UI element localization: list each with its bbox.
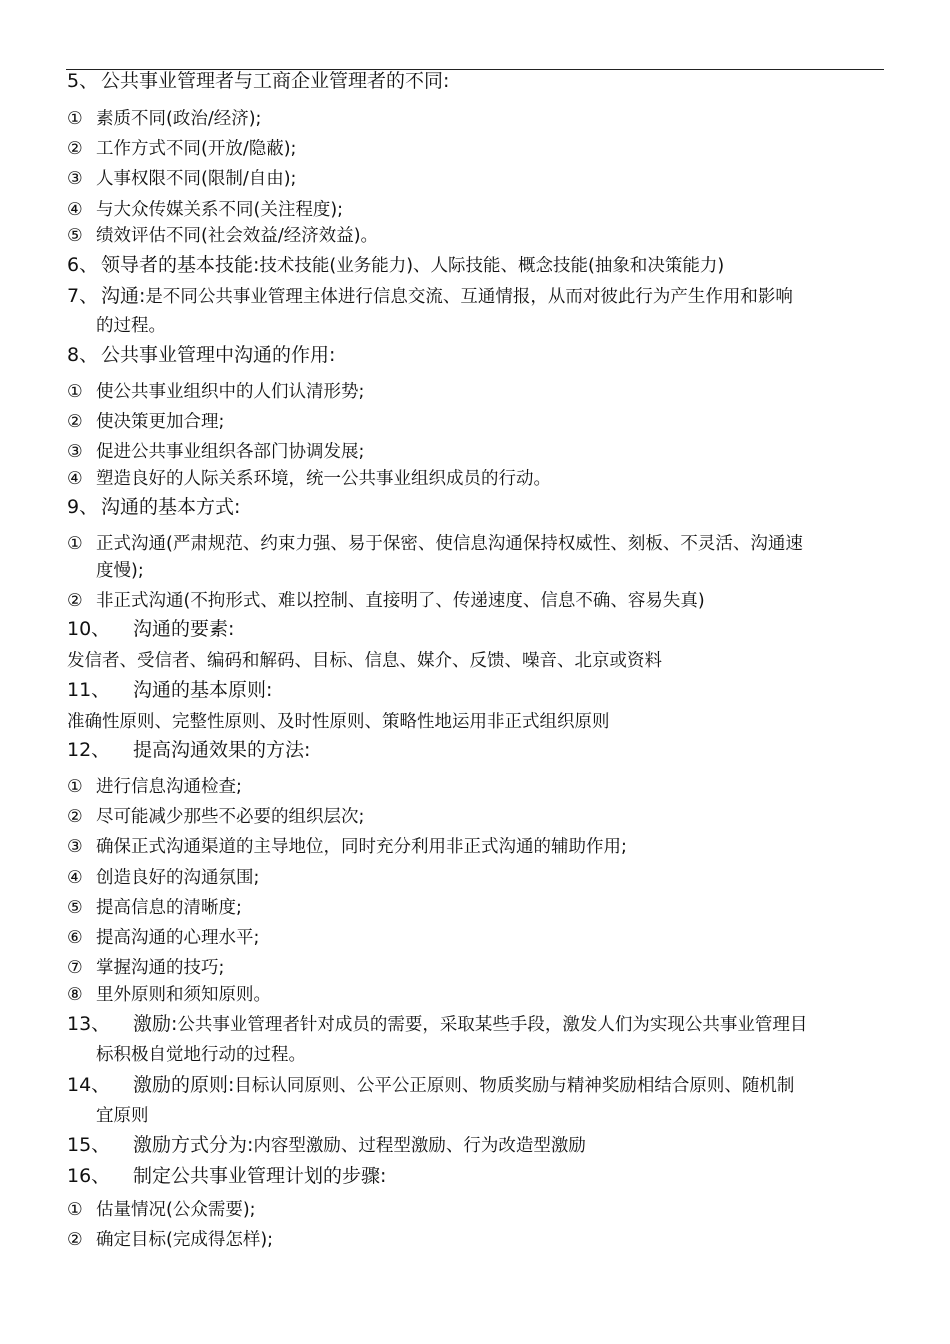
list-item: [67, 411, 224, 433]
item-marker: ⑦: [67, 958, 83, 978]
section-8-heading: [67, 344, 335, 366]
section-number: 10、: [67, 618, 111, 640]
section-5-heading: [67, 70, 449, 92]
section-title: 提高沟通效果的方法:: [133, 739, 311, 761]
list-item: [67, 108, 261, 130]
list-item: [67, 1229, 273, 1251]
section-13-heading: [67, 1013, 807, 1036]
section-title: 沟通的要素:: [133, 618, 235, 640]
item-text: 尽可能减少那些不必要的组织层次;: [96, 807, 365, 827]
section-title: 沟通:: [101, 285, 146, 307]
section-title: 公共事业管理者与工商企业管理者的不同:: [101, 70, 450, 92]
item-marker: ⑤: [67, 898, 83, 918]
item-marker: ⑥: [67, 928, 83, 948]
item-text: 里外原则和须知原则。: [96, 985, 271, 1005]
item-marker: ①: [67, 382, 83, 402]
item-text: 提高信息的清晰度;: [96, 898, 242, 918]
section-15-heading: [67, 1134, 586, 1157]
section-number: 6、: [67, 254, 99, 276]
item-text: 提高沟通的心理水平;: [96, 928, 260, 948]
item-marker: ④: [67, 868, 83, 888]
section-definition: 内容型激励、过程型激励、行为改造型激励: [253, 1136, 586, 1156]
section-definition: 公共事业管理者针对成员的需要，采取某些手段，激发人们为实现公共事业管理目: [177, 1015, 808, 1035]
item-marker: ④: [67, 469, 83, 489]
item-text-continued: 度慢);: [96, 561, 144, 581]
section-16-heading: [67, 1165, 386, 1187]
item-marker: ⑤: [67, 226, 83, 246]
item-text: 进行信息沟通检查;: [96, 777, 242, 797]
list-item: [67, 867, 259, 889]
list-item: [67, 806, 364, 828]
section-title: 制定公共事业管理计划的步骤:: [133, 1165, 387, 1187]
item-marker: ③: [67, 169, 83, 189]
list-item: [67, 168, 296, 190]
section-title: 激励的原则:: [133, 1074, 235, 1096]
item-text: 塑造良好的人际关系环境，统一公共事业组织成员的行动。: [96, 469, 551, 489]
item-marker: ②: [67, 139, 83, 159]
section-6-heading: [67, 254, 724, 277]
section-10-heading: [67, 618, 234, 640]
item-text: 与大众传媒关系不同(关注程度);: [96, 200, 344, 220]
section-number: 8、: [67, 344, 99, 366]
section-7-heading: [67, 285, 793, 308]
section-number: 9、: [67, 496, 99, 518]
item-marker: ②: [67, 1230, 83, 1250]
list-item: [67, 381, 364, 403]
item-text: 促进公共事业组织各部门协调发展;: [96, 442, 365, 462]
section-definition-continued: 的过程。: [96, 316, 166, 336]
list-item: [67, 984, 271, 1006]
item-text: 素质不同(政治/经济);: [96, 109, 262, 129]
item-text: 掌握沟通的技巧;: [96, 958, 225, 978]
item-marker: ①: [67, 1200, 83, 1220]
item-text: 绩效评估不同(社会效益/经济效益)。: [96, 226, 379, 246]
section-title: 公共事业管理中沟通的作用:: [101, 344, 336, 366]
section-11-heading: [67, 679, 272, 701]
list-item: [67, 957, 224, 979]
item-text: 非正式沟通(不拘形式、难以控制、直接明了、传递速度、信息不确、容易失真): [96, 591, 705, 611]
section-title: 沟通的基本方式:: [101, 496, 241, 518]
section-12-heading: [67, 739, 310, 761]
section-number: 11、: [67, 679, 111, 701]
section-number: 16、: [67, 1165, 111, 1187]
section-9-heading: [67, 496, 240, 518]
item-text: 工作方式不同(开放/隐蔽);: [96, 139, 297, 159]
item-text: 人事权限不同(限制/自由);: [96, 169, 297, 189]
item-marker: ①: [67, 777, 83, 797]
item-text: 正式沟通(严肃规范、约束力强、易于保密、使信息沟通保持权威性、刻板、不灵活、沟通速: [96, 534, 803, 554]
item-text: 确保正式沟通渠道的主导地位，同时充分利用非正式沟通的辅助作用;: [96, 837, 627, 857]
item-marker: ②: [67, 591, 83, 611]
section-number: 14、: [67, 1074, 111, 1096]
section-definition-continued: 宜原则: [96, 1106, 149, 1126]
section-title: 沟通的基本原则:: [133, 679, 273, 701]
section-14-heading: [67, 1074, 794, 1097]
section-number: 7、: [67, 285, 99, 307]
section-title: 领导者的基本技能:: [101, 254, 260, 276]
section-number: 5、: [67, 70, 99, 92]
section-definition: 技术技能(业务能力)、人际技能、概念技能(抽象和决策能力): [259, 256, 725, 276]
item-marker: ⑧: [67, 985, 83, 1005]
item-text: 使决策更加合理;: [96, 412, 225, 432]
list-item: [67, 1199, 256, 1221]
item-text: 使公共事业组织中的人们认清形势;: [96, 382, 365, 402]
list-item: [67, 927, 259, 949]
item-marker: ①: [67, 534, 83, 554]
list-item: [67, 138, 296, 160]
list-item: [67, 897, 242, 919]
section-definition: 是不同公共事业管理主体进行信息交流、互通情报，从而对彼此行为产生作用和影响: [145, 287, 793, 307]
item-marker: ④: [67, 200, 83, 220]
list-item: [67, 776, 242, 798]
section-definition-continued: 标积极自觉地行动的过程。: [96, 1045, 306, 1065]
item-text: 创造良好的沟通氛围;: [96, 868, 260, 888]
list-item: [67, 441, 364, 463]
item-marker: ③: [67, 837, 83, 857]
item-marker: ②: [67, 412, 83, 432]
item-text: 确定目标(完成得怎样);: [96, 1230, 274, 1250]
item-marker: ②: [67, 807, 83, 827]
list-item: [67, 590, 705, 612]
list-item: [67, 836, 627, 858]
item-text: 估量情况(公众需要);: [96, 1200, 256, 1220]
section-number: 15、: [67, 1134, 111, 1156]
list-item: [67, 533, 803, 555]
list-item: [67, 468, 551, 490]
list-item: [67, 199, 343, 221]
section-number: 12、: [67, 739, 111, 761]
section-title: 激励方式分为:: [133, 1134, 254, 1156]
section-body: 发信者、受信者、编码和解码、目标、信息、媒介、反馈、噪音、北京或资料: [67, 651, 662, 671]
section-definition: 目标认同原则、公平公正原则、物质奖励与精神奖励相结合原则、随机制: [234, 1076, 795, 1096]
section-number: 13、: [67, 1013, 111, 1035]
section-title: 激励:: [133, 1013, 178, 1035]
list-item: [67, 225, 378, 247]
item-marker: ③: [67, 442, 83, 462]
item-marker: ①: [67, 109, 83, 129]
section-body: 准确性原则、完整性原则、及时性原则、策略性地运用非正式组织原则: [67, 712, 610, 732]
